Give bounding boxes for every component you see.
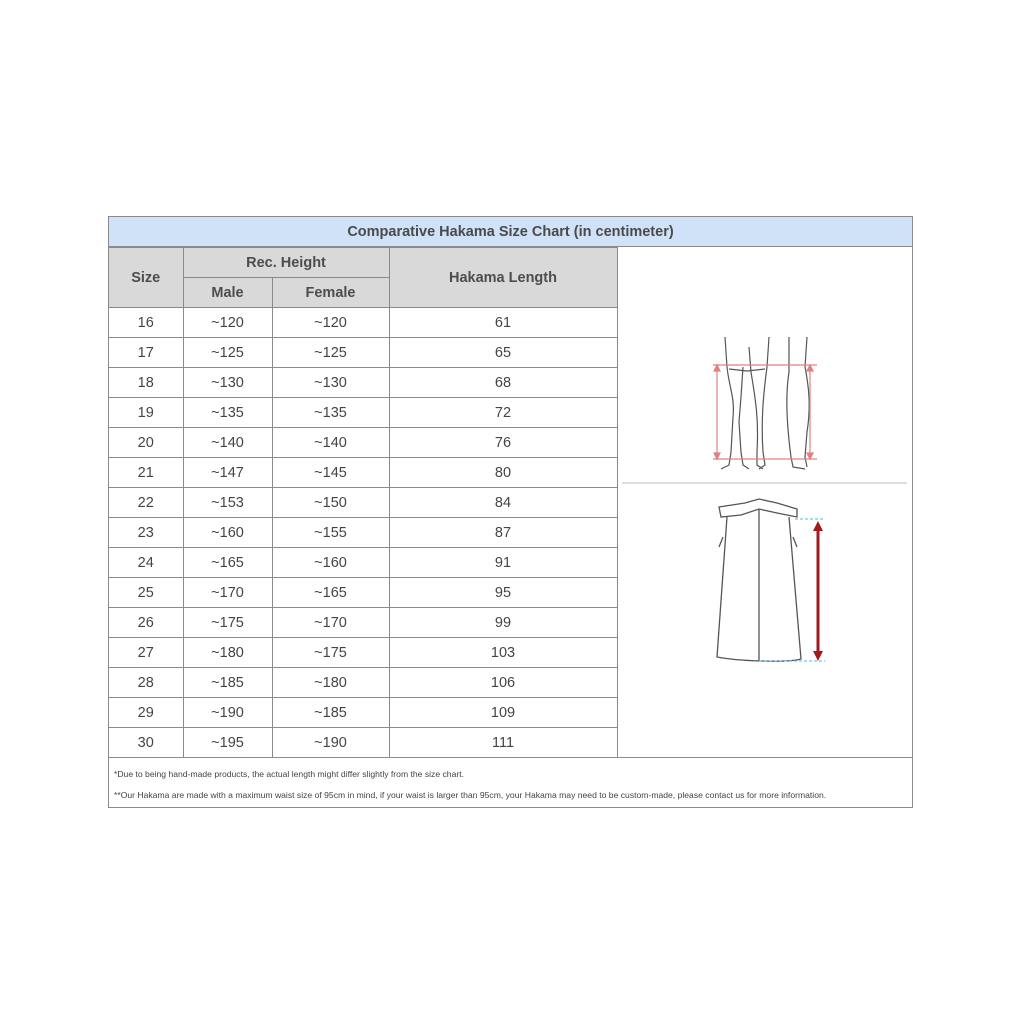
cell-length: 95 <box>389 578 617 608</box>
size-table <box>109 247 618 758</box>
cell-female: ~190 <box>272 728 389 758</box>
table-row <box>109 368 617 398</box>
cell-male: ~175 <box>183 608 272 638</box>
cell-length: 84 <box>389 488 617 518</box>
header-rec-height: Rec. Height <box>183 248 389 278</box>
cell-female: ~125 <box>272 338 389 368</box>
cell-male: ~170 <box>183 578 272 608</box>
cell-size: 19 <box>109 398 183 428</box>
cell-male: ~153 <box>183 488 272 518</box>
cell-size: 25 <box>109 578 183 608</box>
table-row <box>109 338 617 368</box>
cell-length: 65 <box>389 338 617 368</box>
footnote-1: *Due to being hand-made products, the actual length might differ slightly from the size chart. <box>114 769 464 779</box>
cell-female: ~170 <box>272 608 389 638</box>
hakama-guide-lines <box>759 519 825 661</box>
table-row <box>109 518 617 548</box>
cell-size: 24 <box>109 548 183 578</box>
cell-length: 103 <box>389 638 617 668</box>
table-row <box>109 728 617 758</box>
hakama-length-arrow <box>813 521 823 661</box>
cell-length: 99 <box>389 608 617 638</box>
hakama-length-icon <box>717 499 801 661</box>
cell-size: 27 <box>109 638 183 668</box>
cell-female: ~135 <box>272 398 389 428</box>
footnote-2: **Our Hakama are made with a maximum waist size of 95cm in mind, if your waist is larger than 95cm, your Hakama may need to be custom-made, please contact us for more information. <box>114 790 827 800</box>
cell-male: ~125 <box>183 338 272 368</box>
cell-size: 23 <box>109 518 183 548</box>
cell-female: ~180 <box>272 668 389 698</box>
cell-size: 29 <box>109 698 183 728</box>
cell-female: ~155 <box>272 518 389 548</box>
header-size: Size <box>109 248 183 308</box>
cell-length: 72 <box>389 398 617 428</box>
cell-male: ~165 <box>183 548 272 578</box>
cell-size: 26 <box>109 608 183 638</box>
cell-size: 21 <box>109 458 183 488</box>
cell-length: 68 <box>389 368 617 398</box>
cell-female: ~140 <box>272 428 389 458</box>
cell-size: 17 <box>109 338 183 368</box>
cell-male: ~147 <box>183 458 272 488</box>
table-row <box>109 698 617 728</box>
table-row <box>109 458 617 488</box>
cell-female: ~185 <box>272 698 389 728</box>
cell-female: ~145 <box>272 458 389 488</box>
cell-size: 18 <box>109 368 183 398</box>
cell-length: 76 <box>389 428 617 458</box>
cell-female: ~120 <box>272 308 389 338</box>
cell-male: ~160 <box>183 518 272 548</box>
legs-measurement-icon <box>721 337 809 469</box>
table-row <box>109 548 617 578</box>
cell-female: ~160 <box>272 548 389 578</box>
cell-length: 87 <box>389 518 617 548</box>
table-row <box>109 308 617 338</box>
table-row <box>109 578 617 608</box>
cell-female: ~175 <box>272 638 389 668</box>
table-row <box>109 608 617 638</box>
cell-length: 106 <box>389 668 617 698</box>
cell-size: 16 <box>109 308 183 338</box>
illustration-panel <box>617 247 912 757</box>
cell-length: 111 <box>389 728 617 758</box>
cell-male: ~195 <box>183 728 272 758</box>
cell-size: 30 <box>109 728 183 758</box>
cell-male: ~140 <box>183 428 272 458</box>
chart-title: Comparative Hakama Size Chart (in centimeter) <box>109 217 912 247</box>
header-hakama-length: Hakama Length <box>389 248 617 308</box>
table-row <box>109 428 617 458</box>
cell-length: 80 <box>389 458 617 488</box>
table-row <box>109 638 617 668</box>
cell-female: ~130 <box>272 368 389 398</box>
header-female: Female <box>272 278 389 308</box>
table-row <box>109 488 617 518</box>
cell-male: ~120 <box>183 308 272 338</box>
cell-male: ~135 <box>183 398 272 428</box>
cell-female: ~150 <box>272 488 389 518</box>
table-row <box>109 668 617 698</box>
cell-male: ~185 <box>183 668 272 698</box>
cell-male: ~180 <box>183 638 272 668</box>
cell-length: 91 <box>389 548 617 578</box>
header-male: Male <box>183 278 272 308</box>
cell-male: ~130 <box>183 368 272 398</box>
cell-length: 109 <box>389 698 617 728</box>
cell-female: ~165 <box>272 578 389 608</box>
size-chart <box>108 216 913 808</box>
cell-size: 28 <box>109 668 183 698</box>
footnotes <box>109 757 912 807</box>
cell-male: ~190 <box>183 698 272 728</box>
table-body <box>109 308 617 758</box>
cell-length: 61 <box>389 308 617 338</box>
cell-size: 20 <box>109 428 183 458</box>
cell-size: 22 <box>109 488 183 518</box>
table-row <box>109 398 617 428</box>
